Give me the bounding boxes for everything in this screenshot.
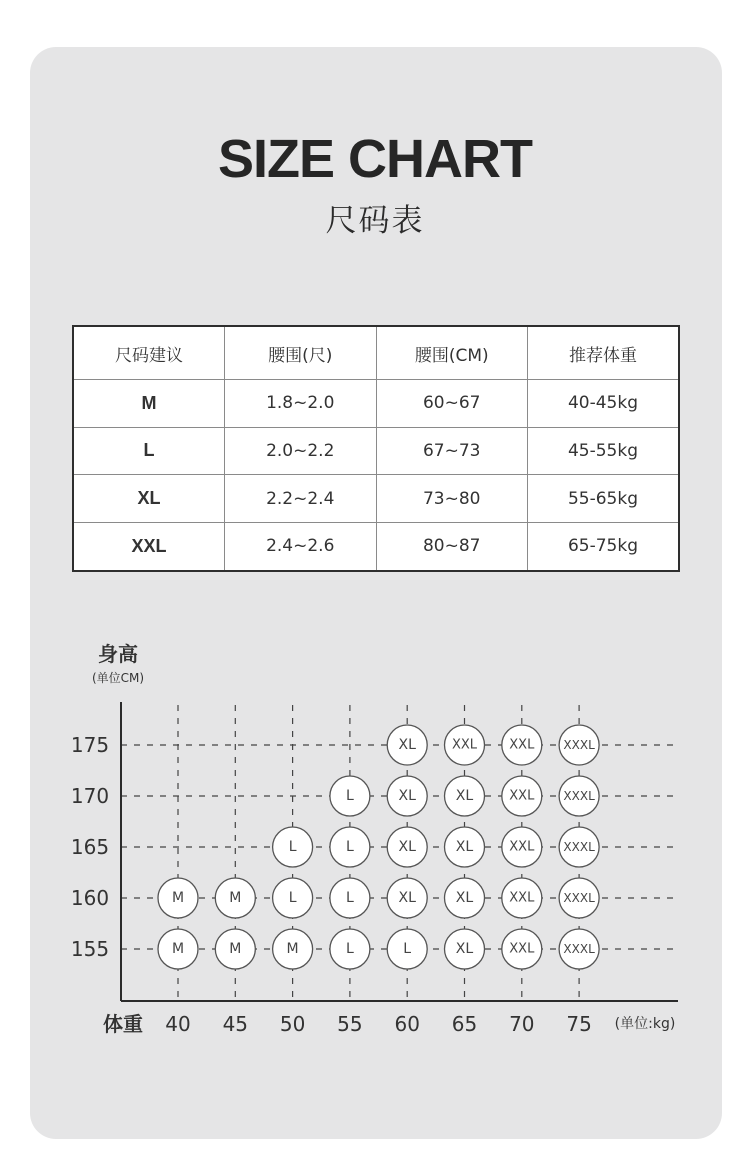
x-tick-label: 75 [566, 1012, 592, 1036]
x-axis-unit: (单位:kg) [614, 1016, 676, 1032]
size-cell: L [73, 427, 225, 475]
waist-cm-cell: 80~87 [376, 522, 528, 571]
col-header-size: 尺码建议 [73, 326, 225, 380]
size-marker-label: L [345, 941, 354, 957]
table-row [73, 380, 679, 428]
x-tick-label: 55 [337, 1012, 363, 1036]
col-header-waist-chi: 腰围(尺) [225, 326, 377, 380]
weight-cell: 40-45kg [528, 380, 680, 428]
size-marker-label: XL [455, 839, 474, 855]
size-marker-label: XXL [451, 737, 478, 753]
y-tick-label: 175 [70, 733, 110, 757]
weight-cell: 65-75kg [528, 522, 680, 571]
weight-cell: 55-65kg [528, 475, 680, 523]
height-weight-chart [0, 630, 750, 1050]
y-axis-label: 身高 [98, 642, 138, 666]
size-table [72, 325, 680, 572]
waist-cm-cell: 60~67 [376, 380, 528, 428]
x-tick-label: 65 [451, 1012, 478, 1036]
table-row [73, 475, 679, 523]
size-marker-label: XXL [509, 890, 535, 906]
size-marker-label: M [229, 941, 242, 957]
y-tick-label: 160 [70, 886, 110, 910]
size-marker-label: XXXL [563, 789, 595, 803]
size-marker-label: XXXL [563, 942, 595, 956]
size-marker-label: L [288, 839, 297, 855]
size-marker-label: XXL [509, 941, 535, 957]
x-axis-label: 体重 [103, 1012, 143, 1036]
size-marker-label: L [345, 839, 354, 855]
waist-chi-cell: 1.8~2.0 [225, 380, 377, 428]
weight-cell: 45-55kg [528, 427, 680, 475]
y-tick-label: 155 [70, 937, 110, 961]
table-row [73, 427, 679, 475]
size-marker-label: XXXL [563, 891, 595, 905]
size-marker-label: XXXL [563, 840, 595, 854]
size-marker-label: M [171, 941, 185, 957]
size-marker-label: XL [398, 788, 416, 804]
size-marker-label: XXXL [563, 738, 595, 752]
x-tick-label: 50 [279, 1012, 306, 1036]
size-cell: XXL [73, 522, 225, 571]
waist-cm-cell: 73~80 [376, 475, 528, 523]
size-marker-label: M [171, 890, 185, 906]
size-marker-label: L [288, 890, 297, 906]
size-marker-label: XL [398, 737, 416, 753]
table-header-row [73, 326, 679, 380]
size-marker-label: XL [455, 890, 474, 906]
size-marker-label: XXL [509, 839, 535, 855]
size-marker-label: XXL [509, 737, 535, 753]
waist-chi-cell: 2.4~2.6 [225, 522, 377, 571]
waist-cm-cell: 67~73 [376, 427, 528, 475]
x-tick-label: 40 [165, 1012, 191, 1036]
waist-chi-cell: 2.2~2.4 [225, 475, 377, 523]
x-tick-label: 70 [509, 1012, 535, 1036]
size-marker-label: XL [398, 890, 416, 906]
size-marker-label: L [345, 890, 354, 906]
size-marker-label: XL [455, 788, 474, 804]
size-marker-label: XXL [509, 788, 535, 804]
size-marker-label: XL [455, 941, 474, 957]
size-marker-label: M [286, 941, 299, 957]
size-marker-label: L [403, 941, 412, 957]
page-subtitle: 尺码表 [325, 203, 425, 239]
size-marker-label: XL [398, 839, 416, 855]
page-title: SIZE CHART [218, 129, 532, 189]
x-tick-label: 60 [394, 1012, 420, 1036]
size-marker-label: L [345, 788, 354, 804]
y-tick-label: 170 [70, 784, 110, 808]
col-header-weight: 推荐体重 [528, 326, 680, 380]
waist-chi-cell: 2.0~2.2 [225, 427, 377, 475]
y-tick-label: 165 [70, 835, 110, 859]
size-cell: M [73, 380, 225, 428]
y-axis-unit: (单位CM) [91, 671, 145, 685]
table-row [73, 522, 679, 571]
size-cell: XL [73, 475, 225, 523]
x-tick-label: 45 [222, 1012, 249, 1036]
col-header-waist-cm: 腰围(CM) [376, 326, 528, 380]
size-marker-label: M [229, 890, 242, 906]
